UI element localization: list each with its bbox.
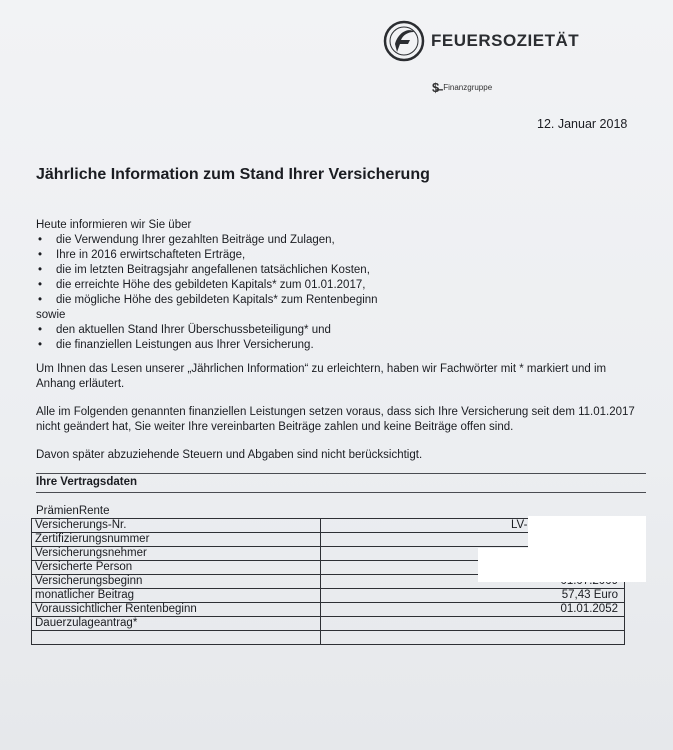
- brand-logo: [383, 20, 579, 62]
- finanzgruppe-label: Finanzgruppe: [443, 83, 493, 92]
- section-rule-top: [36, 473, 646, 474]
- list-item: • Ihre in 2016 erwirtschafteten Erträge,: [36, 248, 636, 263]
- row-label: Versicherungs-Nr.: [32, 519, 321, 533]
- bullet-list-b: [36, 323, 636, 353]
- glossary-paragraph: Um Ihnen das Lesen unserer „Jährlichen Information“ zu erleichtern, haben wir Fachwörter mit * markiert und im Anhang erläutert.: [36, 363, 607, 390]
- row-label: Versicherungsbeginn: [32, 575, 321, 589]
- list-item: • die Verwendung Ihrer gezahlten Beiträge und Zulagen,: [36, 233, 636, 248]
- row-label: monatlicher Beitrag: [32, 589, 321, 603]
- section-heading-vertragsdaten: Ihre Vertragsdaten: [36, 476, 137, 488]
- row-label: Dauerzulageantrag*: [32, 617, 321, 631]
- section-rule-bottom: [36, 492, 646, 493]
- row-value: 01.01.2052: [321, 603, 625, 617]
- row-value: [321, 617, 625, 631]
- list-item: • die finanziellen Leistungen aus Ihrer Versicherung.: [36, 338, 636, 353]
- taxes-paragraph: Davon später abzuziehende Steuern und Abgaben sind nicht berücksichtigt.: [36, 449, 423, 461]
- list-item: • die erreichte Höhe des gebildeten Kapitals* zum 01.01.2017,: [36, 278, 636, 293]
- row-label: Versicherte Person: [32, 561, 321, 575]
- row-label: [32, 631, 321, 645]
- row-value: [321, 631, 625, 645]
- sparkasse-s-icon: $̶: [432, 80, 440, 95]
- row-label: Voraussichtlicher Rentenbeginn: [32, 603, 321, 617]
- table-row: [32, 631, 625, 645]
- list-item: • den aktuellen Stand Ihrer Überschussbeteiligung* und: [36, 323, 636, 338]
- brand-name: FEUERSOZIETÄT: [431, 31, 580, 50]
- feuersozietaet-logo-icon: [383, 20, 425, 62]
- row-label: Versicherungsnehmer: [32, 547, 321, 561]
- intro-lead: Heute informieren wir Sie über: [36, 219, 192, 231]
- redaction-box: [478, 548, 646, 582]
- table-row: [32, 589, 625, 603]
- intro-connector: sowie: [36, 309, 66, 321]
- finanzgruppe-mark: [432, 80, 492, 95]
- list-item: • die mögliche Höhe des gebildeten Kapitals* zum Rentenbeginn: [36, 293, 636, 308]
- row-value: LV-: [321, 519, 625, 533]
- list-item: • die im letzten Beitragsjahr angefallenen tatsächlichen Kosten,: [36, 263, 636, 278]
- page-title: Jährliche Information zum Stand Ihrer Versicherung: [36, 166, 430, 183]
- assumption-paragraph: Alle im Folgenden genannten finanziellen Leistungen setzen voraus, dass sich Ihre Versicherung seit dem 11.01.2017 nicht geändert hat, Sie weiter Ihre vereinbarten Beiträge zahlen und keine Beiträge offen sind.: [36, 406, 635, 433]
- table-row: [32, 603, 625, 617]
- intro-block: [36, 218, 636, 353]
- table-row: [32, 617, 625, 631]
- row-label: Zertifizierungsnummer: [32, 533, 321, 547]
- bullet-list-a: [36, 233, 636, 308]
- letter-date: 12. Januar 2018: [537, 117, 628, 131]
- product-name: PrämienRente: [36, 505, 110, 517]
- row-value: 57,43 Euro: [321, 589, 625, 603]
